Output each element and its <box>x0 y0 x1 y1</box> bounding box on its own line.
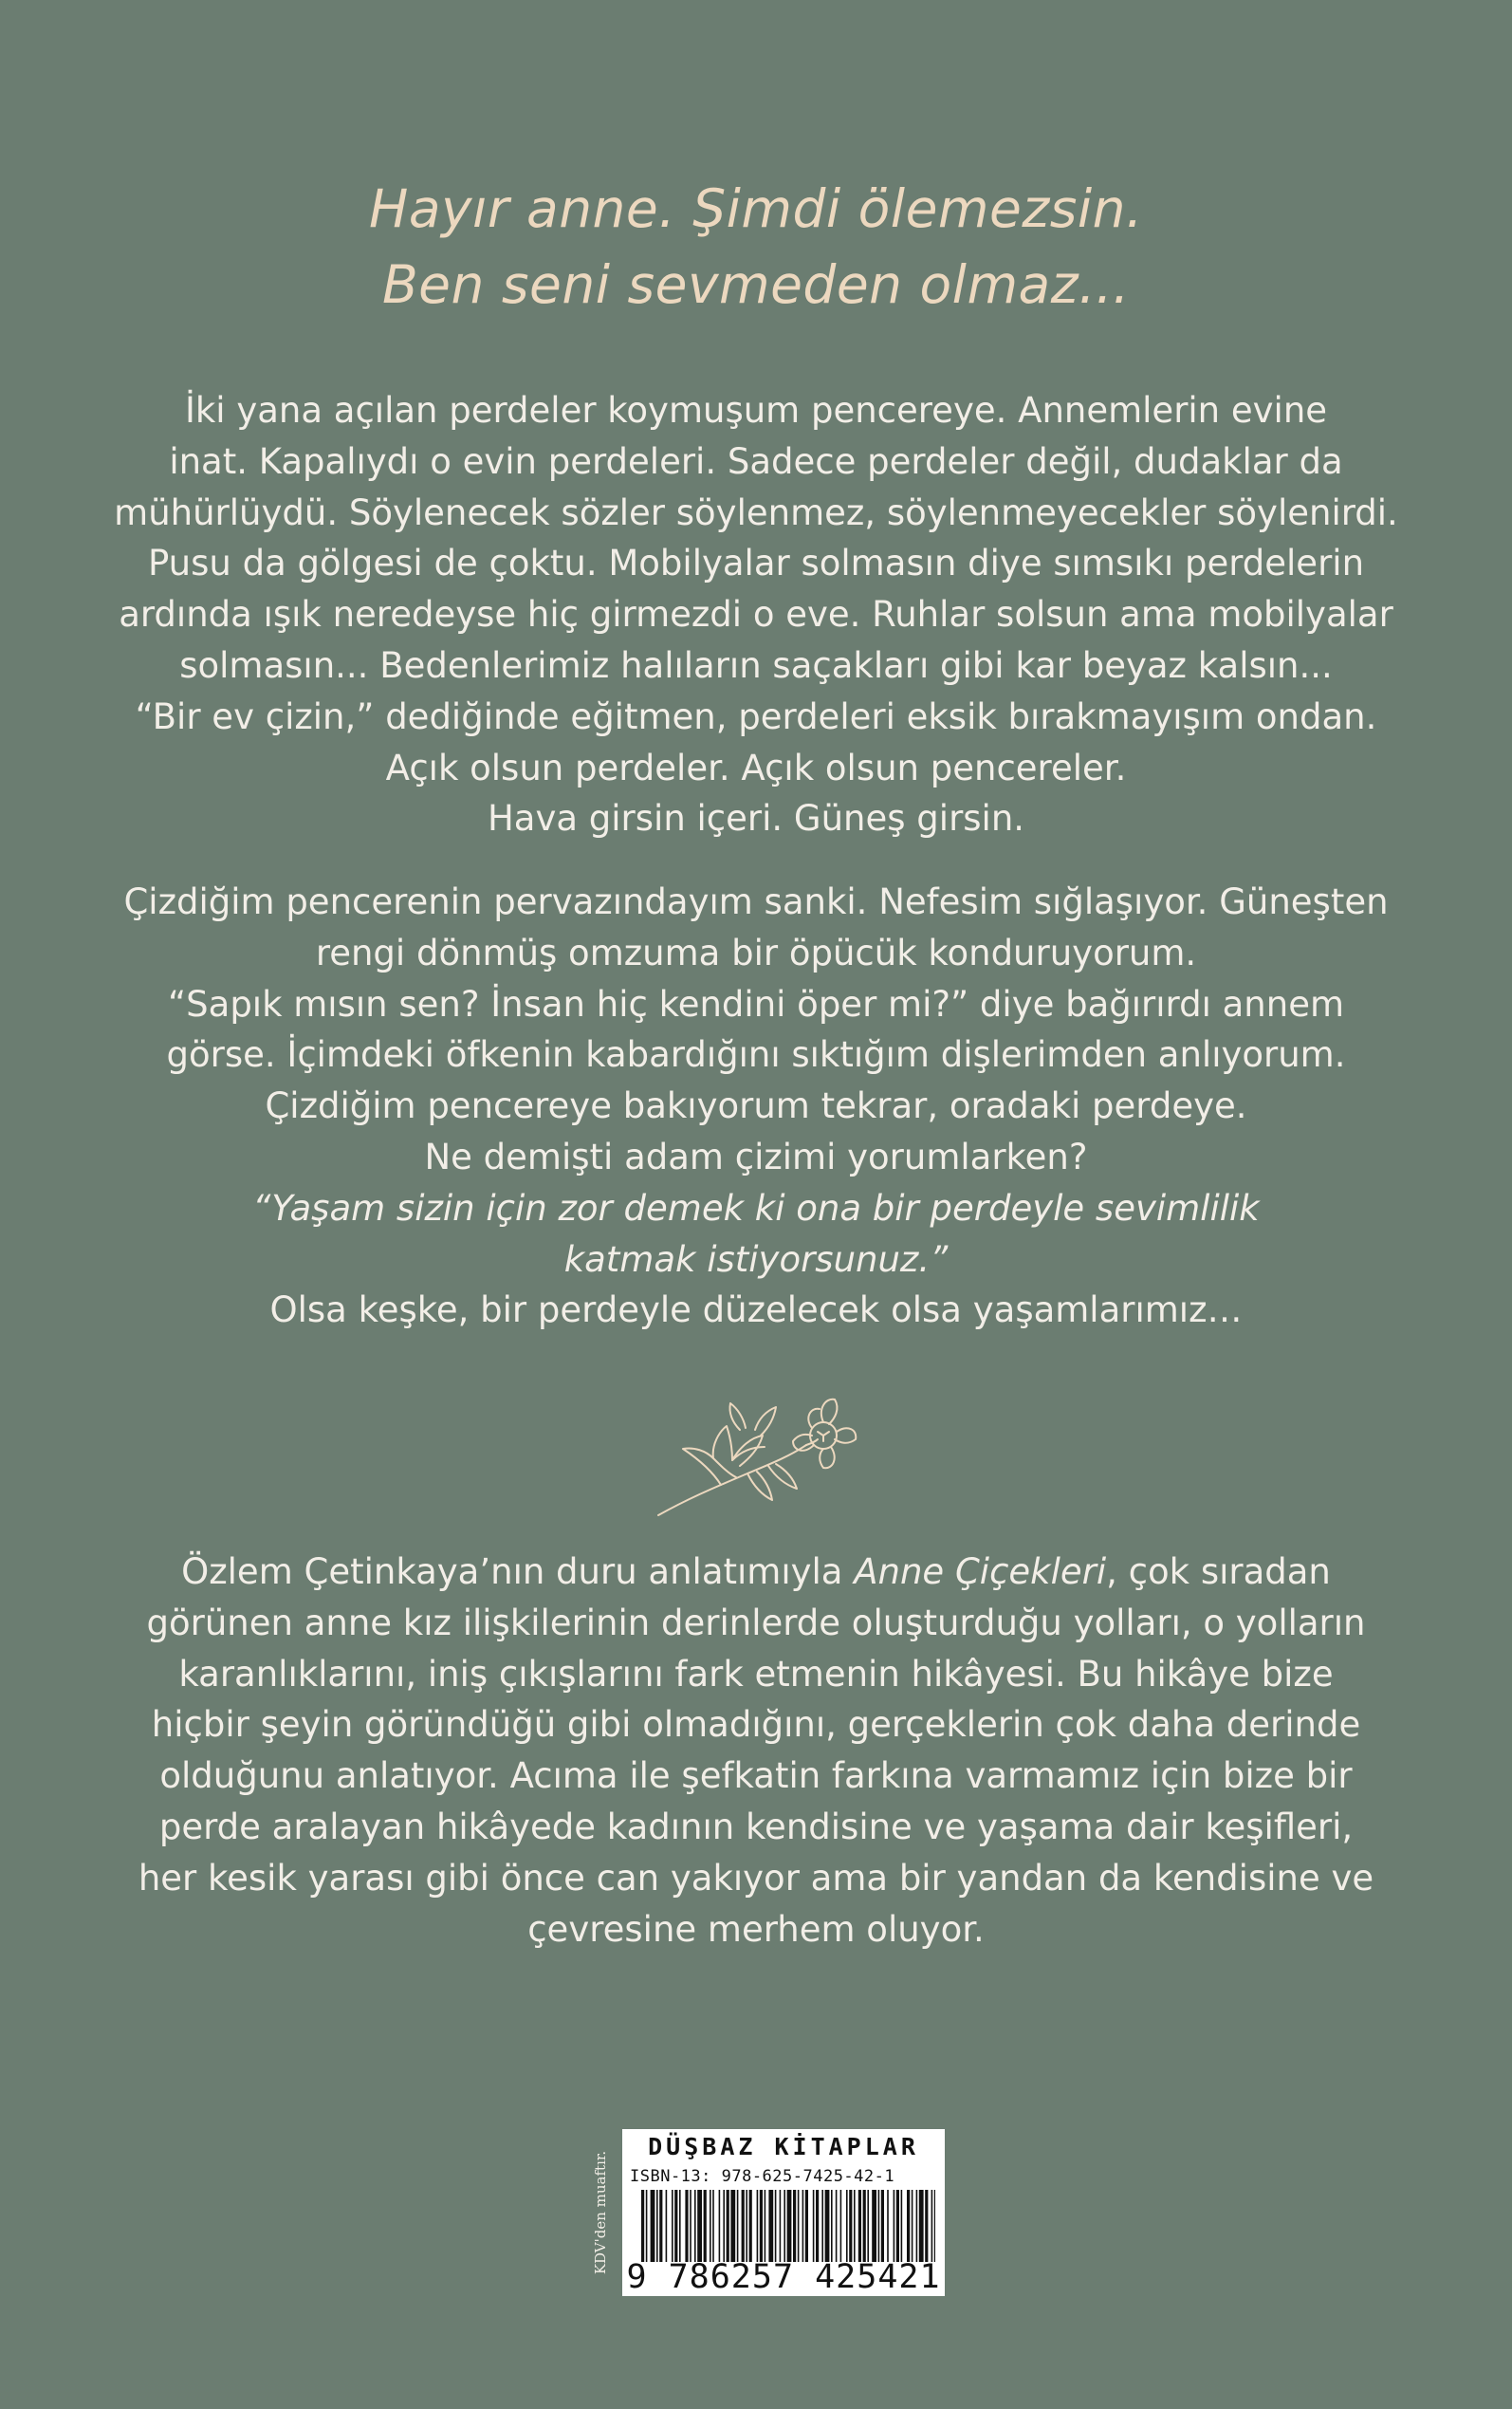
text-span: , çok sıradan <box>1106 1551 1331 1592</box>
isbn-text: ISBN-13: 978-625-7425-42-1 <box>630 2167 895 2186</box>
text-line: karanlıklarını, iniş çıkışlarını fark etmenin hikâyesi. Bu hikâye bize <box>178 1653 1334 1695</box>
text-line: görse. İçimdeki öfkenin kabardığını sıktığım dişlerimden anlıyorum. <box>166 1034 1346 1076</box>
text-line: Açık olsun perdeler. Açık olsun pencereler. <box>385 747 1127 788</box>
text-line: İki yana açılan perdeler koymuşum pencereye. Annemlerin evine <box>184 390 1328 431</box>
text-line: görünen anne kız ilişkilerinin derinlerde oluşturduğu yolları, o yolların <box>146 1602 1366 1643</box>
text-line: “Bir ev çizin,” dediğinde eğitmen, perdeleri eksik bırakmayışım ondan. <box>135 695 1377 737</box>
text-line: mühürlüydü. Söylenecek sözler söylenmez, söylenmeyecekler söylenirdi. <box>114 491 1398 533</box>
tax-exempt-note: KDV'den muaftır. <box>592 2150 609 2275</box>
tagline-line: Hayır anne. Şimdi ölemezsin. <box>369 178 1143 239</box>
text-line <box>0 1547 1512 1598</box>
publisher-name: DÜŞBAZ KİTAPLAR <box>648 2133 919 2160</box>
tagline <box>0 171 1512 323</box>
text-line: perde aralayan hikâyede kadının kendisine ve yaşama dair keşifleri, <box>158 1806 1354 1847</box>
description-paragraph <box>0 1547 1512 1955</box>
text-line: ardında ışık neredeyse hiç girmezdi o eve. Ruhlar solsun ama mobilyalar <box>119 594 1393 636</box>
flower-illustration-icon <box>655 1390 858 1518</box>
excerpt-paragraph-1 <box>0 385 1512 844</box>
text-line: Pusu da gölgesi de çoktu. Mobilyalar solmasın diye sımsıkı perdelerin <box>147 543 1365 584</box>
tagline-line: Ben seni sevmeden olmaz... <box>381 254 1131 315</box>
isbn-barcode <box>622 2129 945 2296</box>
text-line: “Sapık mısın sen? İnsan hiç kendini öper mi?” diye bağırırdı annem <box>167 983 1345 1025</box>
text-line: Ne demişti adam çizimi yorumlarken? <box>424 1136 1088 1177</box>
barcode-bars-icon <box>641 2190 935 2262</box>
text-line: inat. Kapalıydı o evin perdeleri. Sadece perdeler değil, dudaklar da <box>169 440 1343 482</box>
text-line: rengi dönmüş omzuma bir öpücük konduruyorum. <box>315 932 1197 973</box>
barcode-number: 9 786257 425421 <box>626 2258 941 2296</box>
text-line: Olsa keşke, bir perdeyle düzelecek olsa yaşamlarımız… <box>269 1289 1243 1331</box>
quote-line: “Yaşam sizin için zor demek ki ona bir perdeyle sevimlilik <box>252 1187 1260 1229</box>
text-line: her kesik yarası gibi önce can yakıyor ama bir yandan da kendisine ve <box>138 1857 1374 1899</box>
text-line: olduğunu anlatıyor. Acıma ile şefkatin farkına varmamız için bize bir <box>159 1755 1353 1797</box>
text-line: Hava girsin içeri. Güneş girsin. <box>487 798 1025 840</box>
text-line: solmasın... Bedenlerimiz halıların saçakları gibi kar beyaz kalsın... <box>179 644 1333 686</box>
text-line: Çizdiğim pencerenin pervazındayım sanki. Nefesim sığlaşıyor. Güneşten <box>123 881 1389 922</box>
text-line: çevresine merhem oluyor. <box>527 1908 985 1950</box>
text-span: Özlem Çetinkaya’nın duru anlatımıyla <box>181 1551 855 1592</box>
text-line: hiçbir şeyin göründüğü gibi olmadığını, gerçeklerin çok daha derinde <box>151 1704 1361 1746</box>
book-title: Anne Çiçekleri <box>854 1551 1107 1592</box>
excerpt-paragraph-2 <box>0 877 1512 1336</box>
text-line: Çizdiğim pencereye bakıyorum tekrar, oradaki perdeye. <box>265 1085 1247 1127</box>
quote-line: katmak istiyorsunuz.” <box>563 1238 949 1280</box>
